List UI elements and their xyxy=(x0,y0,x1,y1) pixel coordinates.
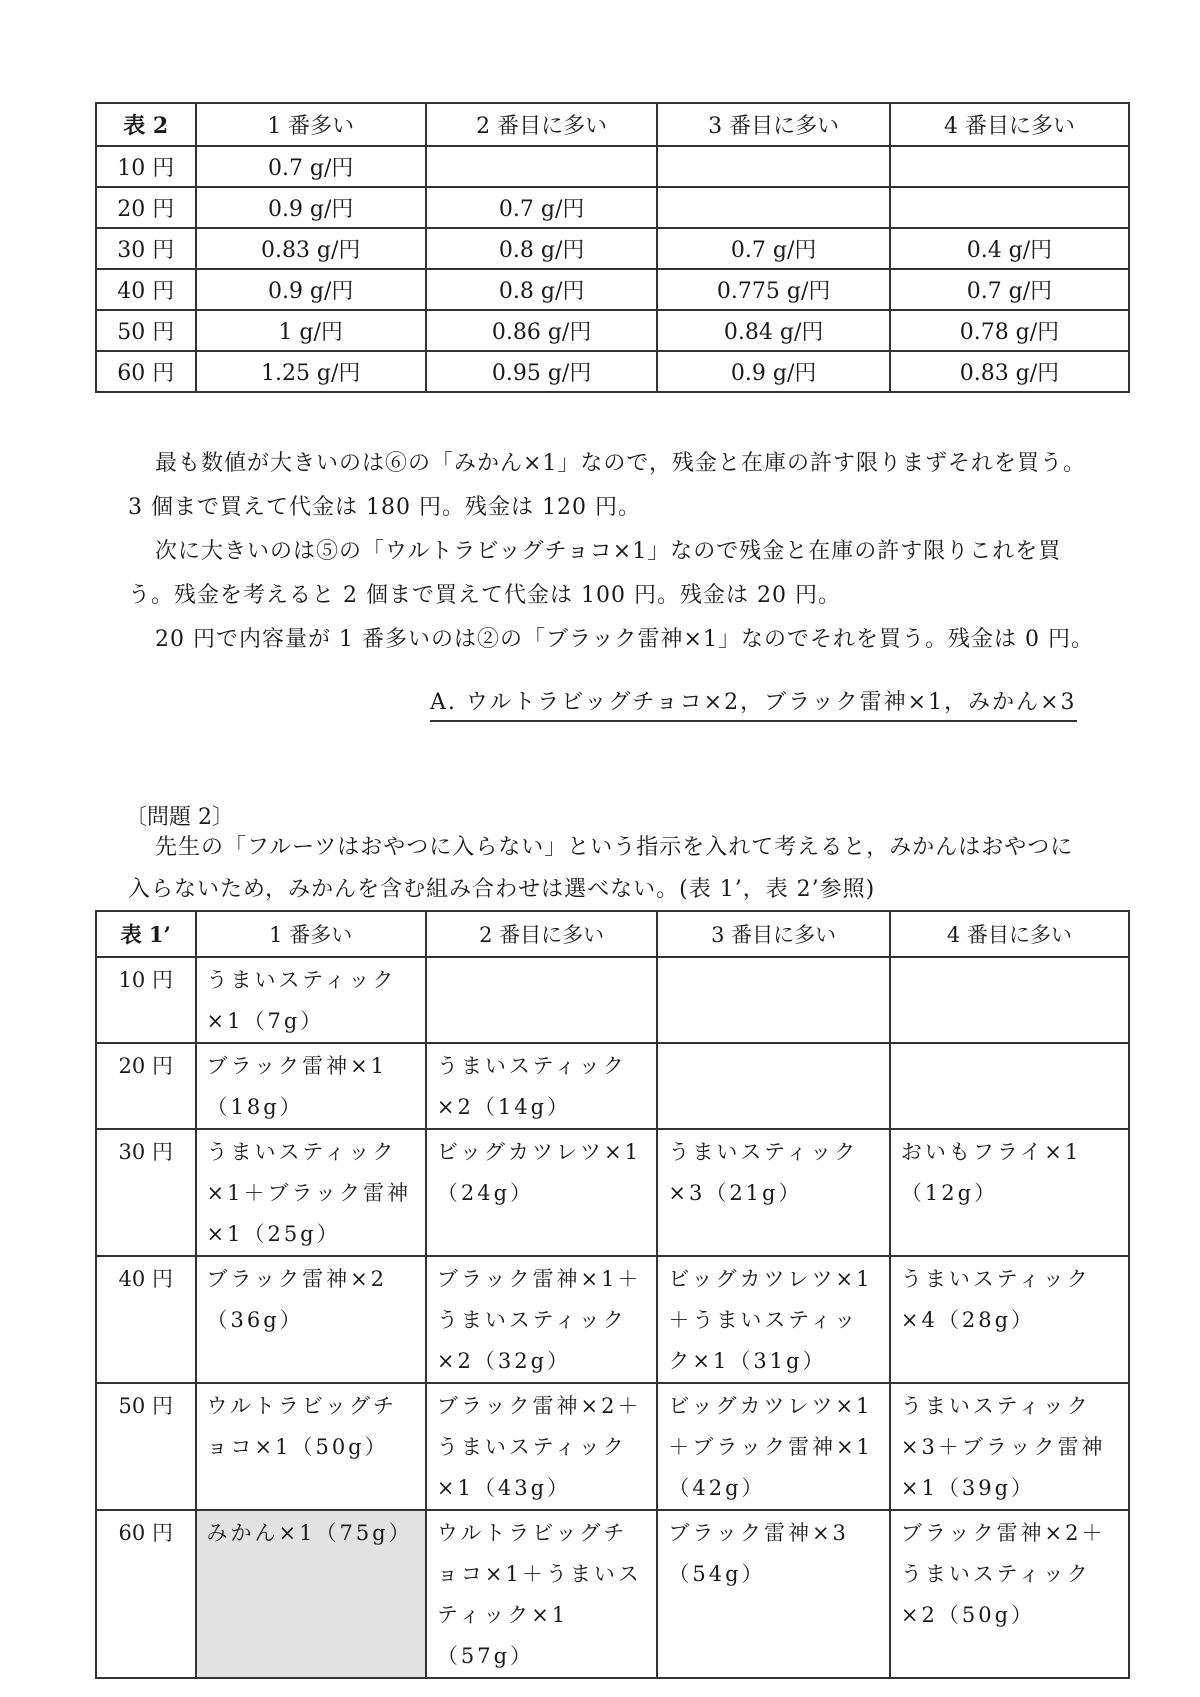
table-cell: ウルトラビッグチョコ×1（50g） xyxy=(196,1383,426,1510)
problem-2-line: 入らないため，みかんを含む組み合わせは選べない。(表 1’，表 2’参照) xyxy=(128,877,876,902)
table-cell: ブラック雷神×1（18g） xyxy=(196,1043,426,1129)
table-cell: 1 g/円 xyxy=(196,310,426,351)
table-header-row xyxy=(96,103,1129,146)
table-cell xyxy=(890,146,1129,187)
table-cell: 1.25 g/円 xyxy=(196,351,426,392)
table-cell: 0.7 g/円 xyxy=(196,146,426,187)
problem-2-heading: 〔問題 2〕 xyxy=(125,805,234,830)
table-cell: おいもフライ×1（12g） xyxy=(890,1129,1129,1256)
row-label: 20 円 xyxy=(96,1043,196,1129)
table-row xyxy=(96,957,1129,1043)
table-row xyxy=(96,146,1129,187)
table-cell: ビッグカツレツ×1＋うまいスティック×1（31g） xyxy=(657,1256,890,1383)
problem-2-line: 先生の「フルーツはおやつに入らない」という指示を入れて考えると，みかんはおやつに xyxy=(155,835,1074,860)
table-cell: 0.9 g/円 xyxy=(196,187,426,228)
row-label: 60 円 xyxy=(96,1510,196,1678)
table-cell: 0.83 g/円 xyxy=(890,351,1129,392)
table-cell: うまいスティック×2（14g） xyxy=(426,1043,657,1129)
table-cell: 0.86 g/円 xyxy=(426,310,657,351)
table-cell xyxy=(426,957,657,1043)
table-cell: うまいスティック×1＋ブラック雷神×1（25g） xyxy=(196,1129,426,1256)
table-cell: 0.84 g/円 xyxy=(657,310,890,351)
table-row xyxy=(96,310,1129,351)
table-cell xyxy=(890,1043,1129,1129)
table-cell xyxy=(657,957,890,1043)
table-cell xyxy=(657,146,890,187)
table-header-row xyxy=(96,911,1129,957)
table-cell xyxy=(890,957,1129,1043)
row-label: 50 円 xyxy=(96,310,196,351)
table-cell: 0.7 g/円 xyxy=(657,228,890,269)
answer-line: A. ウルトラビッグチョコ×2，ブラック雷神×1，みかん×3 xyxy=(430,685,1077,722)
table-1-prime xyxy=(95,910,1130,1679)
table-cell: うまいスティック×3＋ブラック雷神×1（39g） xyxy=(890,1383,1129,1510)
table-cell: ブラック雷神×1＋うまいスティック×2（32g） xyxy=(426,1256,657,1383)
column-header: 3 番目に多い xyxy=(657,911,890,957)
table-cell: ビッグカツレツ×1＋ブラック雷神×1（42g） xyxy=(657,1383,890,1510)
table-cell: ブラック雷神×2（36g） xyxy=(196,1256,426,1383)
row-label: 40 円 xyxy=(96,1256,196,1383)
row-label: 40 円 xyxy=(96,269,196,310)
table-row xyxy=(96,1510,1129,1678)
table-cell: うまいスティック×1（7g） xyxy=(196,957,426,1043)
table-cell xyxy=(426,146,657,187)
explanation-line: 次に大きいのは⑤の「ウルトラビッグチョコ×1」なので残金と在庫の許す限りこれを買 xyxy=(155,539,1062,564)
column-header: 2 番目に多い xyxy=(426,911,657,957)
table-cell: 0.7 g/円 xyxy=(890,269,1129,310)
row-label: 30 円 xyxy=(96,1129,196,1256)
table-cell xyxy=(657,187,890,228)
table-cell: 0.8 g/円 xyxy=(426,228,657,269)
explanation-line: 20 円で内容量が 1 番多いのは②の「ブラック雷神×1」なのでそれを買う。残金は 0 円。 xyxy=(155,627,1094,652)
table-cell-excluded: みかん×1（75g） xyxy=(196,1510,426,1678)
table-row xyxy=(96,1256,1129,1383)
column-header: 4 番目に多い xyxy=(890,103,1129,146)
column-header: 3 番目に多い xyxy=(657,103,890,146)
table-row xyxy=(96,1129,1129,1256)
table-cell: ブラック雷神×2＋うまいスティック×1（43g） xyxy=(426,1383,657,1510)
table-cell: 0.78 g/円 xyxy=(890,310,1129,351)
table-row xyxy=(96,1043,1129,1129)
table-cell: 0.8 g/円 xyxy=(426,269,657,310)
table-row xyxy=(96,269,1129,310)
explanation-line: う。残金を考えると 2 個まで買えて代金は 100 円。残金は 20 円。 xyxy=(128,583,841,608)
table-cell: 0.4 g/円 xyxy=(890,228,1129,269)
table-cell: ブラック雷神×2＋うまいスティック×2（50g） xyxy=(890,1510,1129,1678)
table-row xyxy=(96,1383,1129,1510)
row-label: 20 円 xyxy=(96,187,196,228)
table-row xyxy=(96,187,1129,228)
table-corner-label: 表 2 xyxy=(96,103,196,146)
explanation-line: 3 個まで買えて代金は 180 円。残金は 120 円。 xyxy=(128,495,641,520)
table-cell: 0.775 g/円 xyxy=(657,269,890,310)
table-cell: ウルトラビッグチョコ×1＋うまいスティック×1（57g） xyxy=(426,1510,657,1678)
row-label: 10 円 xyxy=(96,146,196,187)
row-label: 50 円 xyxy=(96,1383,196,1510)
table-cell: ブラック雷神×3（54g） xyxy=(657,1510,890,1678)
table-cell: ビッグカツレツ×1（24g） xyxy=(426,1129,657,1256)
table-row xyxy=(96,228,1129,269)
table-corner-label: 表 1’ xyxy=(96,911,196,957)
row-label: 10 円 xyxy=(96,957,196,1043)
row-label: 60 円 xyxy=(96,351,196,392)
table-cell: 0.95 g/円 xyxy=(426,351,657,392)
table-cell: 0.83 g/円 xyxy=(196,228,426,269)
table-cell: うまいスティック×4（28g） xyxy=(890,1256,1129,1383)
table-cell xyxy=(657,1043,890,1129)
column-header: 2 番目に多い xyxy=(426,103,657,146)
column-header: 4 番目に多い xyxy=(890,911,1129,957)
column-header: 1 番多い xyxy=(196,911,426,957)
row-label: 30 円 xyxy=(96,228,196,269)
table-2 xyxy=(95,102,1130,393)
table-row xyxy=(96,351,1129,392)
table-cell xyxy=(890,187,1129,228)
table-cell: 0.9 g/円 xyxy=(196,269,426,310)
column-header: 1 番多い xyxy=(196,103,426,146)
table-cell: 0.7 g/円 xyxy=(426,187,657,228)
explanation-line: 最も数値が大きいのは⑥の「みかん×1」なので，残金と在庫の許す限りまずそれを買う。 xyxy=(155,451,1086,476)
table-cell: 0.9 g/円 xyxy=(657,351,890,392)
table-cell: うまいスティック×3（21g） xyxy=(657,1129,890,1256)
